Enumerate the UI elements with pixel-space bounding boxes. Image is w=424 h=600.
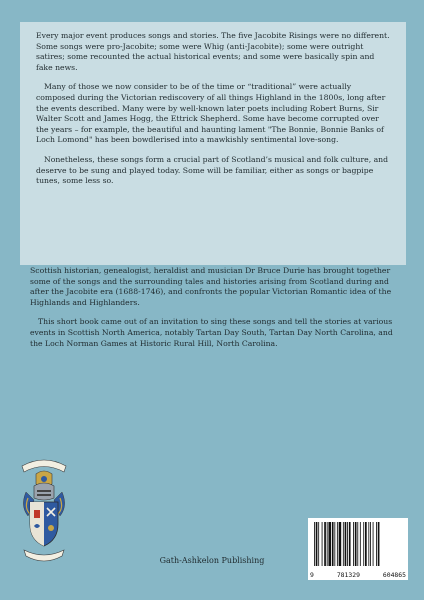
barcode-digit-group-1: 781329 (336, 571, 360, 579)
publisher-name: Gath-Ashkelon Publishing (159, 556, 265, 565)
author-paragraph-2: This short book came out of an invitation to sing these songs and tell the stories at various events in Scottish North America, notably Tartan Day South, Tartan Day North Carolina, and the Loch Norman Games at Historic Rural Hill, North Carolina. (30, 317, 393, 348)
barcode-digits (310, 571, 406, 579)
barcode-digit-prefix: 9 (310, 571, 314, 579)
barcode-digit-group-2: 604865 (382, 571, 406, 579)
crest-icon (18, 452, 70, 570)
blurb-paragraph-1: Every major event produces songs and stories. The five Jacobite Risings were no different. Some songs were pro-Jacobite; some were Whig (anti-Jacobite); some were outright satires; some recounted the actual historical events; and some were basically spin and fake news. (36, 31, 390, 72)
author-paragraph-1: Scottish historian, genealogist, heraldist and musician Dr Bruce Durie has brought together some of the songs and the surrounding tales and histories arising from Scotland during and after the Jacobite era (1688-1746), and confronts the popular Victorian Romantic idea of the Highlands and Highlanders. (30, 266, 392, 307)
blurb-box (20, 22, 406, 265)
isbn-barcode (308, 518, 408, 580)
barcode-bars (308, 518, 408, 572)
heraldic-crest-logo (18, 452, 70, 570)
author-blurb (30, 266, 394, 358)
blurb-paragraph-3: Nonetheless, these songs form a crucial part of Scotland’s musical and folk culture, and deserve to be sung and played today. Some will be familiar, either as songs or bagpipe tunes, some less so. (36, 154, 389, 186)
blurb-paragraph-2: Many of those we now consider to be of the time or “traditional” were actually composed during the Victorian rediscovery of all things Highland in the 1800s, long after the events described. Many were by well-known later poets including Robert Burns, Sir Walter Scott and James Hogg, the Ettrick Shepherd. Some have become corrupted over the years – for example, the beautiful and haunting lament "The Bonnie, Bonnie Banks of Loch Lomond" has been bowdlerised into a mawkishly sentimental love-song. (36, 82, 386, 145)
